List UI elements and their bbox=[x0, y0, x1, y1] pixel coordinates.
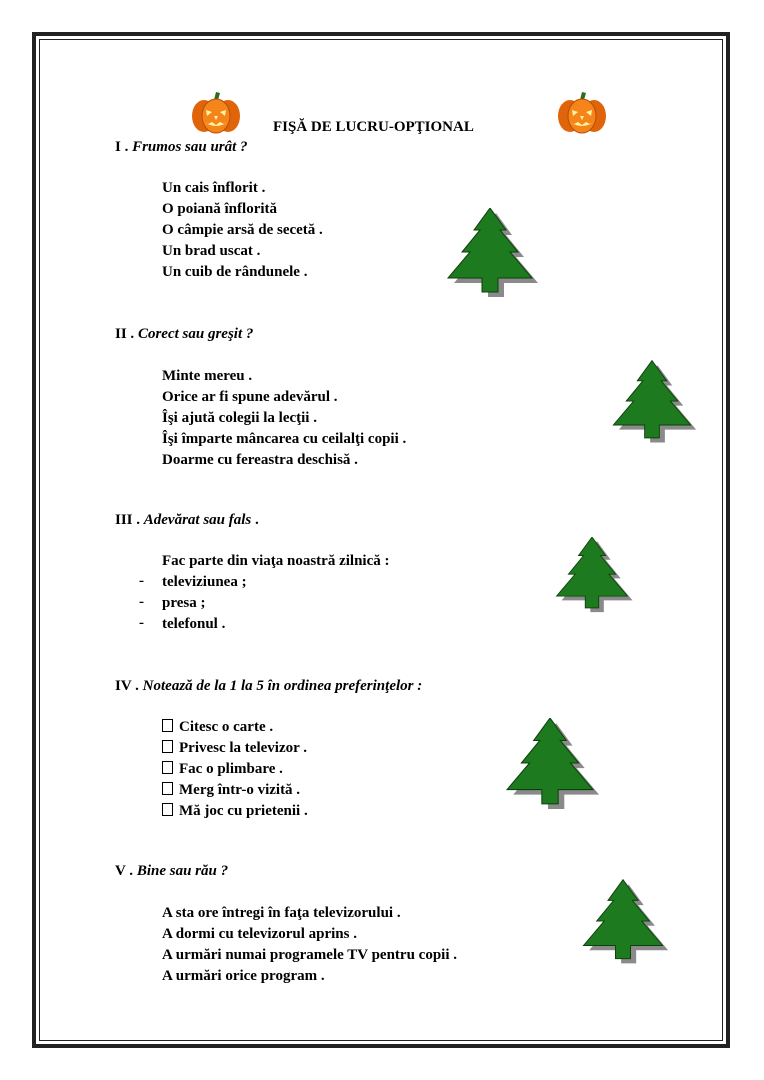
section-heading bbox=[115, 677, 422, 695]
section-intro: Fac parte din viaţa noastră zilnică : bbox=[162, 553, 390, 569]
bullet-dash: - bbox=[139, 615, 144, 631]
checklist-item-label: Merg într-o vizită . bbox=[179, 782, 301, 798]
section-numeral: IV . bbox=[115, 678, 139, 694]
list-item: Doarme cu fereastra deschisă . bbox=[162, 452, 358, 468]
checklist-item-label: Mă joc cu prietenii . bbox=[179, 803, 308, 819]
checklist-item bbox=[162, 718, 273, 736]
checkbox[interactable] bbox=[162, 782, 173, 795]
list-item: Un cais înflorit . bbox=[162, 180, 266, 196]
checkbox[interactable] bbox=[162, 719, 173, 732]
list-item: A urmări numai programele TV pentru copii . bbox=[162, 947, 458, 963]
list-item: televiziunea ; bbox=[162, 574, 247, 590]
list-item: presa ; bbox=[162, 595, 206, 611]
list-item: Un brad uscat . bbox=[162, 243, 261, 259]
checklist-item bbox=[162, 760, 283, 778]
list-item: Minte mereu . bbox=[162, 368, 253, 384]
list-item: O poiană înflorită bbox=[162, 201, 278, 217]
christmas-tree-icon bbox=[606, 360, 698, 444]
christmas-tree-icon bbox=[440, 208, 540, 298]
checklist-item bbox=[162, 781, 300, 799]
pumpkin-icon bbox=[190, 90, 242, 134]
page-title: FIŞĂ DE LUCRU-OPŢIONAL bbox=[273, 119, 474, 135]
checklist-item-label: Privesc la televizor . bbox=[179, 740, 307, 756]
list-item: Îşi împarte mâncarea cu ceilalţi copii . bbox=[162, 431, 407, 447]
section-title: Adevărat sau fals bbox=[143, 512, 252, 528]
section-heading bbox=[115, 862, 228, 880]
christmas-tree-icon bbox=[544, 537, 640, 613]
section-title: Bine sau rău ? bbox=[136, 863, 229, 879]
checkbox[interactable] bbox=[162, 740, 173, 753]
section-title: Notează de la 1 la 5 în ordinea preferinţelor : bbox=[142, 678, 423, 694]
section-heading bbox=[115, 325, 253, 343]
list-item: Îşi ajută colegii la lecţii . bbox=[162, 410, 317, 426]
christmas-tree-icon bbox=[495, 718, 605, 810]
list-item: Un cuib de rândunele . bbox=[162, 264, 308, 280]
checklist-item-label: Fac o plimbare . bbox=[179, 761, 283, 777]
section-numeral: V . bbox=[115, 863, 134, 879]
section-title: Corect sau greşit ? bbox=[137, 326, 254, 342]
section-heading bbox=[115, 138, 248, 156]
list-item: telefonul . bbox=[162, 616, 226, 632]
section-heading bbox=[115, 511, 259, 529]
section-numeral: II . bbox=[115, 326, 135, 342]
list-item: A dormi cu televizorul aprins . bbox=[162, 926, 357, 942]
section-title-suffix: . bbox=[251, 512, 259, 528]
list-item: A sta ore întregi în faţa televizorului . bbox=[162, 905, 401, 921]
section-numeral: I . bbox=[115, 139, 129, 155]
checklist-item bbox=[162, 739, 307, 757]
christmas-tree-icon bbox=[576, 877, 670, 967]
pumpkin-icon bbox=[556, 90, 608, 134]
list-item: Orice ar fi spune adevărul . bbox=[162, 389, 338, 405]
list-item: A urmări orice program . bbox=[162, 968, 325, 984]
bullet-dash: - bbox=[139, 594, 144, 610]
list-item: O câmpie arsă de secetă . bbox=[162, 222, 323, 238]
section-title: Frumos sau urât ? bbox=[132, 139, 248, 155]
checklist-item bbox=[162, 802, 308, 820]
section-numeral: III . bbox=[115, 512, 141, 528]
checklist-item-label: Citesc o carte . bbox=[179, 719, 274, 735]
bullet-dash: - bbox=[139, 573, 144, 589]
checkbox[interactable] bbox=[162, 803, 173, 816]
checkbox[interactable] bbox=[162, 761, 173, 774]
